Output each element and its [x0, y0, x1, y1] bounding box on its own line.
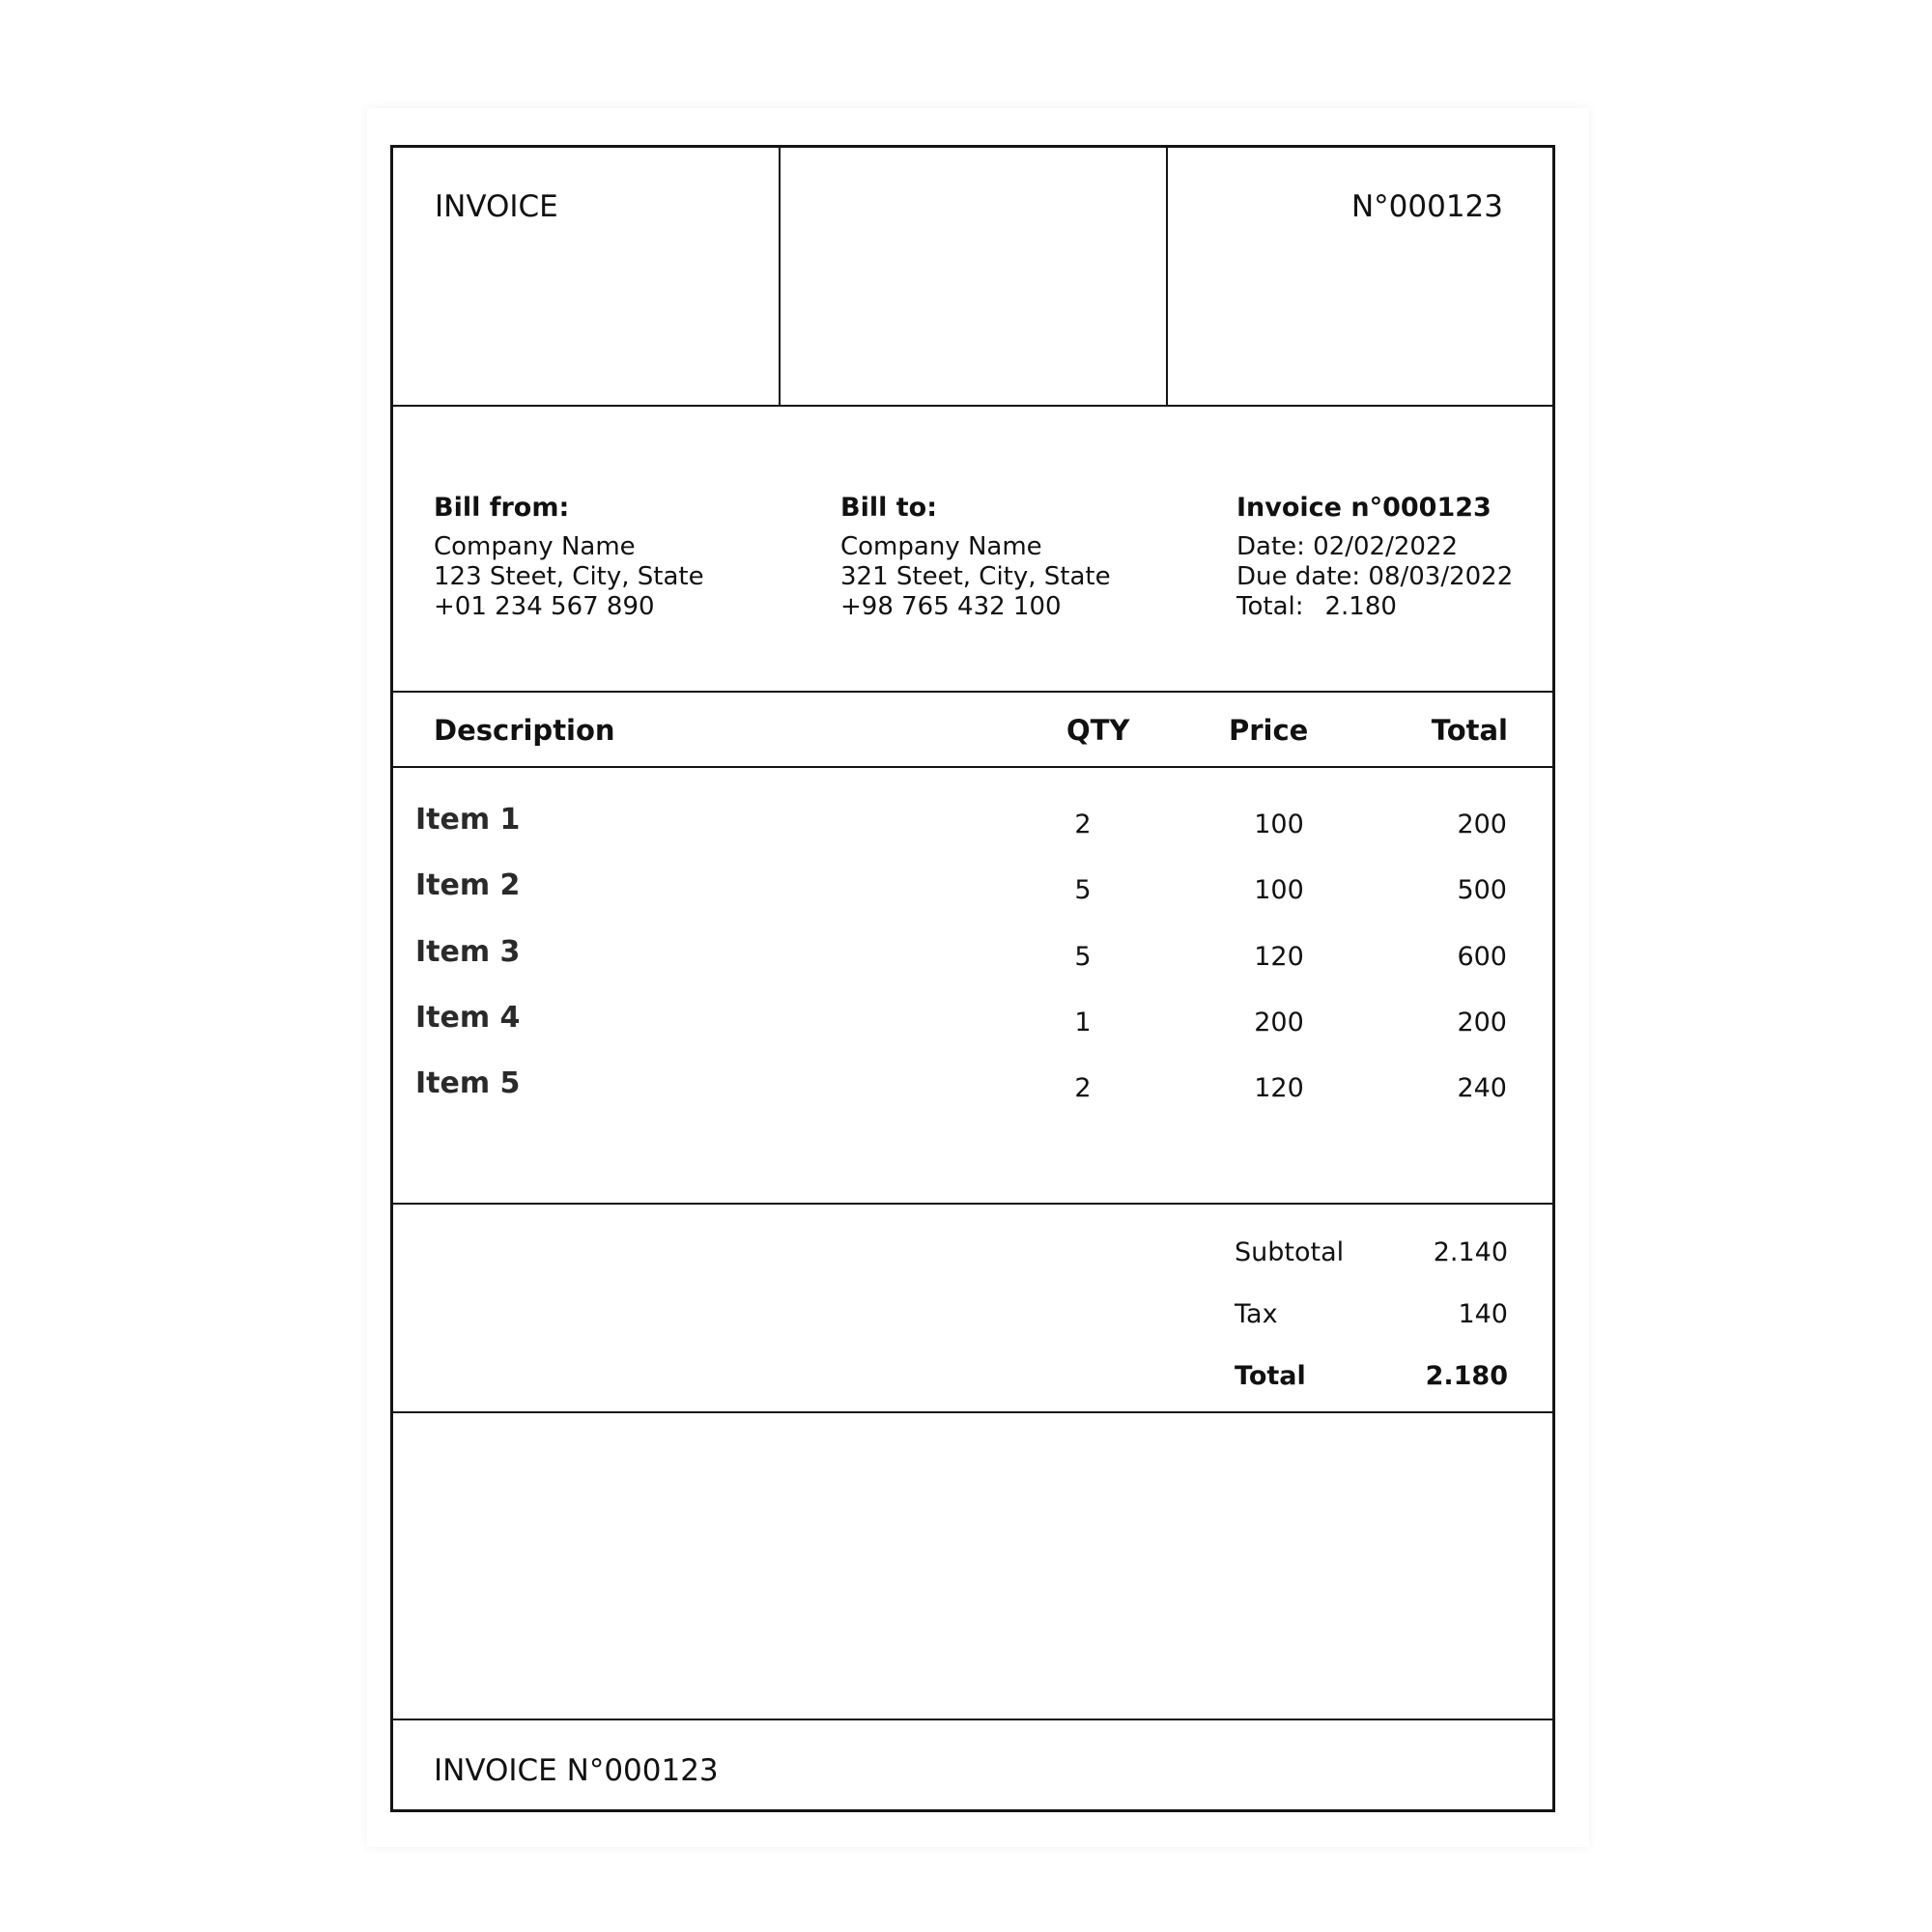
item-description: Item 1 [415, 803, 521, 837]
invoice-due-date: Due date: 08/03/2022 [1236, 562, 1514, 591]
item-price: 100 [1254, 875, 1304, 905]
item-qty: 2 [1074, 810, 1092, 839]
item-qty: 1 [1074, 1008, 1092, 1037]
table-row [390, 803, 1555, 850]
item-description: Item 2 [415, 868, 521, 902]
column-header-description: Description [434, 714, 615, 747]
item-qty: 5 [1074, 875, 1092, 905]
header-divider-right [1166, 145, 1168, 407]
column-header-qty: QTY [1066, 714, 1130, 747]
subtotal-value: 2.140 [1433, 1237, 1508, 1267]
subtotal-label: Subtotal [1235, 1237, 1345, 1267]
invoice-number: N°000123 [1350, 189, 1503, 224]
table-row [390, 935, 1555, 982]
billing-bottom-divider [390, 691, 1555, 693]
table-row [390, 1001, 1555, 1048]
item-total: 240 [1457, 1073, 1507, 1103]
item-description: Item 5 [415, 1066, 521, 1100]
item-total: 200 [1457, 1008, 1507, 1037]
bill-to-section [840, 493, 1111, 622]
column-header-price: Price [1229, 714, 1309, 747]
header-divider-left [779, 145, 781, 407]
bill-from-company: Company Name [434, 532, 636, 561]
table-header-divider [390, 766, 1555, 768]
item-price: 200 [1254, 1008, 1304, 1037]
bill-to-heading: Bill to: [840, 493, 937, 523]
item-total: 500 [1457, 875, 1507, 905]
item-qty: 5 [1074, 942, 1092, 972]
item-description: Item 3 [415, 935, 521, 969]
bill-to-address: 321 Steet, City, State [840, 562, 1111, 591]
grand-total-label: Total [1235, 1361, 1306, 1391]
item-price: 120 [1254, 942, 1304, 972]
bill-from-phone: +01 234 567 890 [434, 592, 655, 621]
bill-to-phone: +98 765 432 100 [840, 592, 1062, 621]
column-header-total: Total [1431, 714, 1508, 747]
bill-from-address: 123 Steet, City, State [434, 562, 704, 591]
header-bottom-divider [390, 405, 1555, 407]
invoice-title: INVOICE [435, 189, 558, 224]
items-bottom-divider [390, 1203, 1555, 1205]
item-price: 120 [1254, 1073, 1304, 1103]
invoice-meta-section [1236, 493, 1513, 622]
footer-top-divider [390, 1719, 1555, 1720]
item-total: 200 [1457, 810, 1507, 839]
table-row [390, 868, 1555, 916]
summary-bottom-divider [390, 1411, 1555, 1413]
bill-to-company: Company Name [840, 532, 1042, 561]
item-price: 100 [1254, 810, 1304, 839]
item-total: 600 [1457, 942, 1507, 972]
tax-label: Tax [1235, 1299, 1278, 1329]
table-row [390, 1066, 1555, 1114]
invoice-date: Date: 02/02/2022 [1236, 532, 1459, 561]
invoice-total-value: 2.180 [1324, 592, 1397, 621]
grand-total-value: 2.180 [1425, 1361, 1508, 1391]
invoice-meta-heading: Invoice n°000123 [1236, 493, 1492, 523]
tax-value: 140 [1458, 1299, 1508, 1329]
item-description: Item 4 [415, 1001, 521, 1035]
invoice-total-line [1236, 592, 1513, 622]
invoice-total-label: Total: [1236, 592, 1304, 621]
bill-from-section [434, 493, 704, 622]
bill-from-heading: Bill from: [434, 493, 570, 523]
footer-invoice-number: INVOICE N°000123 [434, 1753, 719, 1788]
item-qty: 2 [1074, 1073, 1092, 1103]
